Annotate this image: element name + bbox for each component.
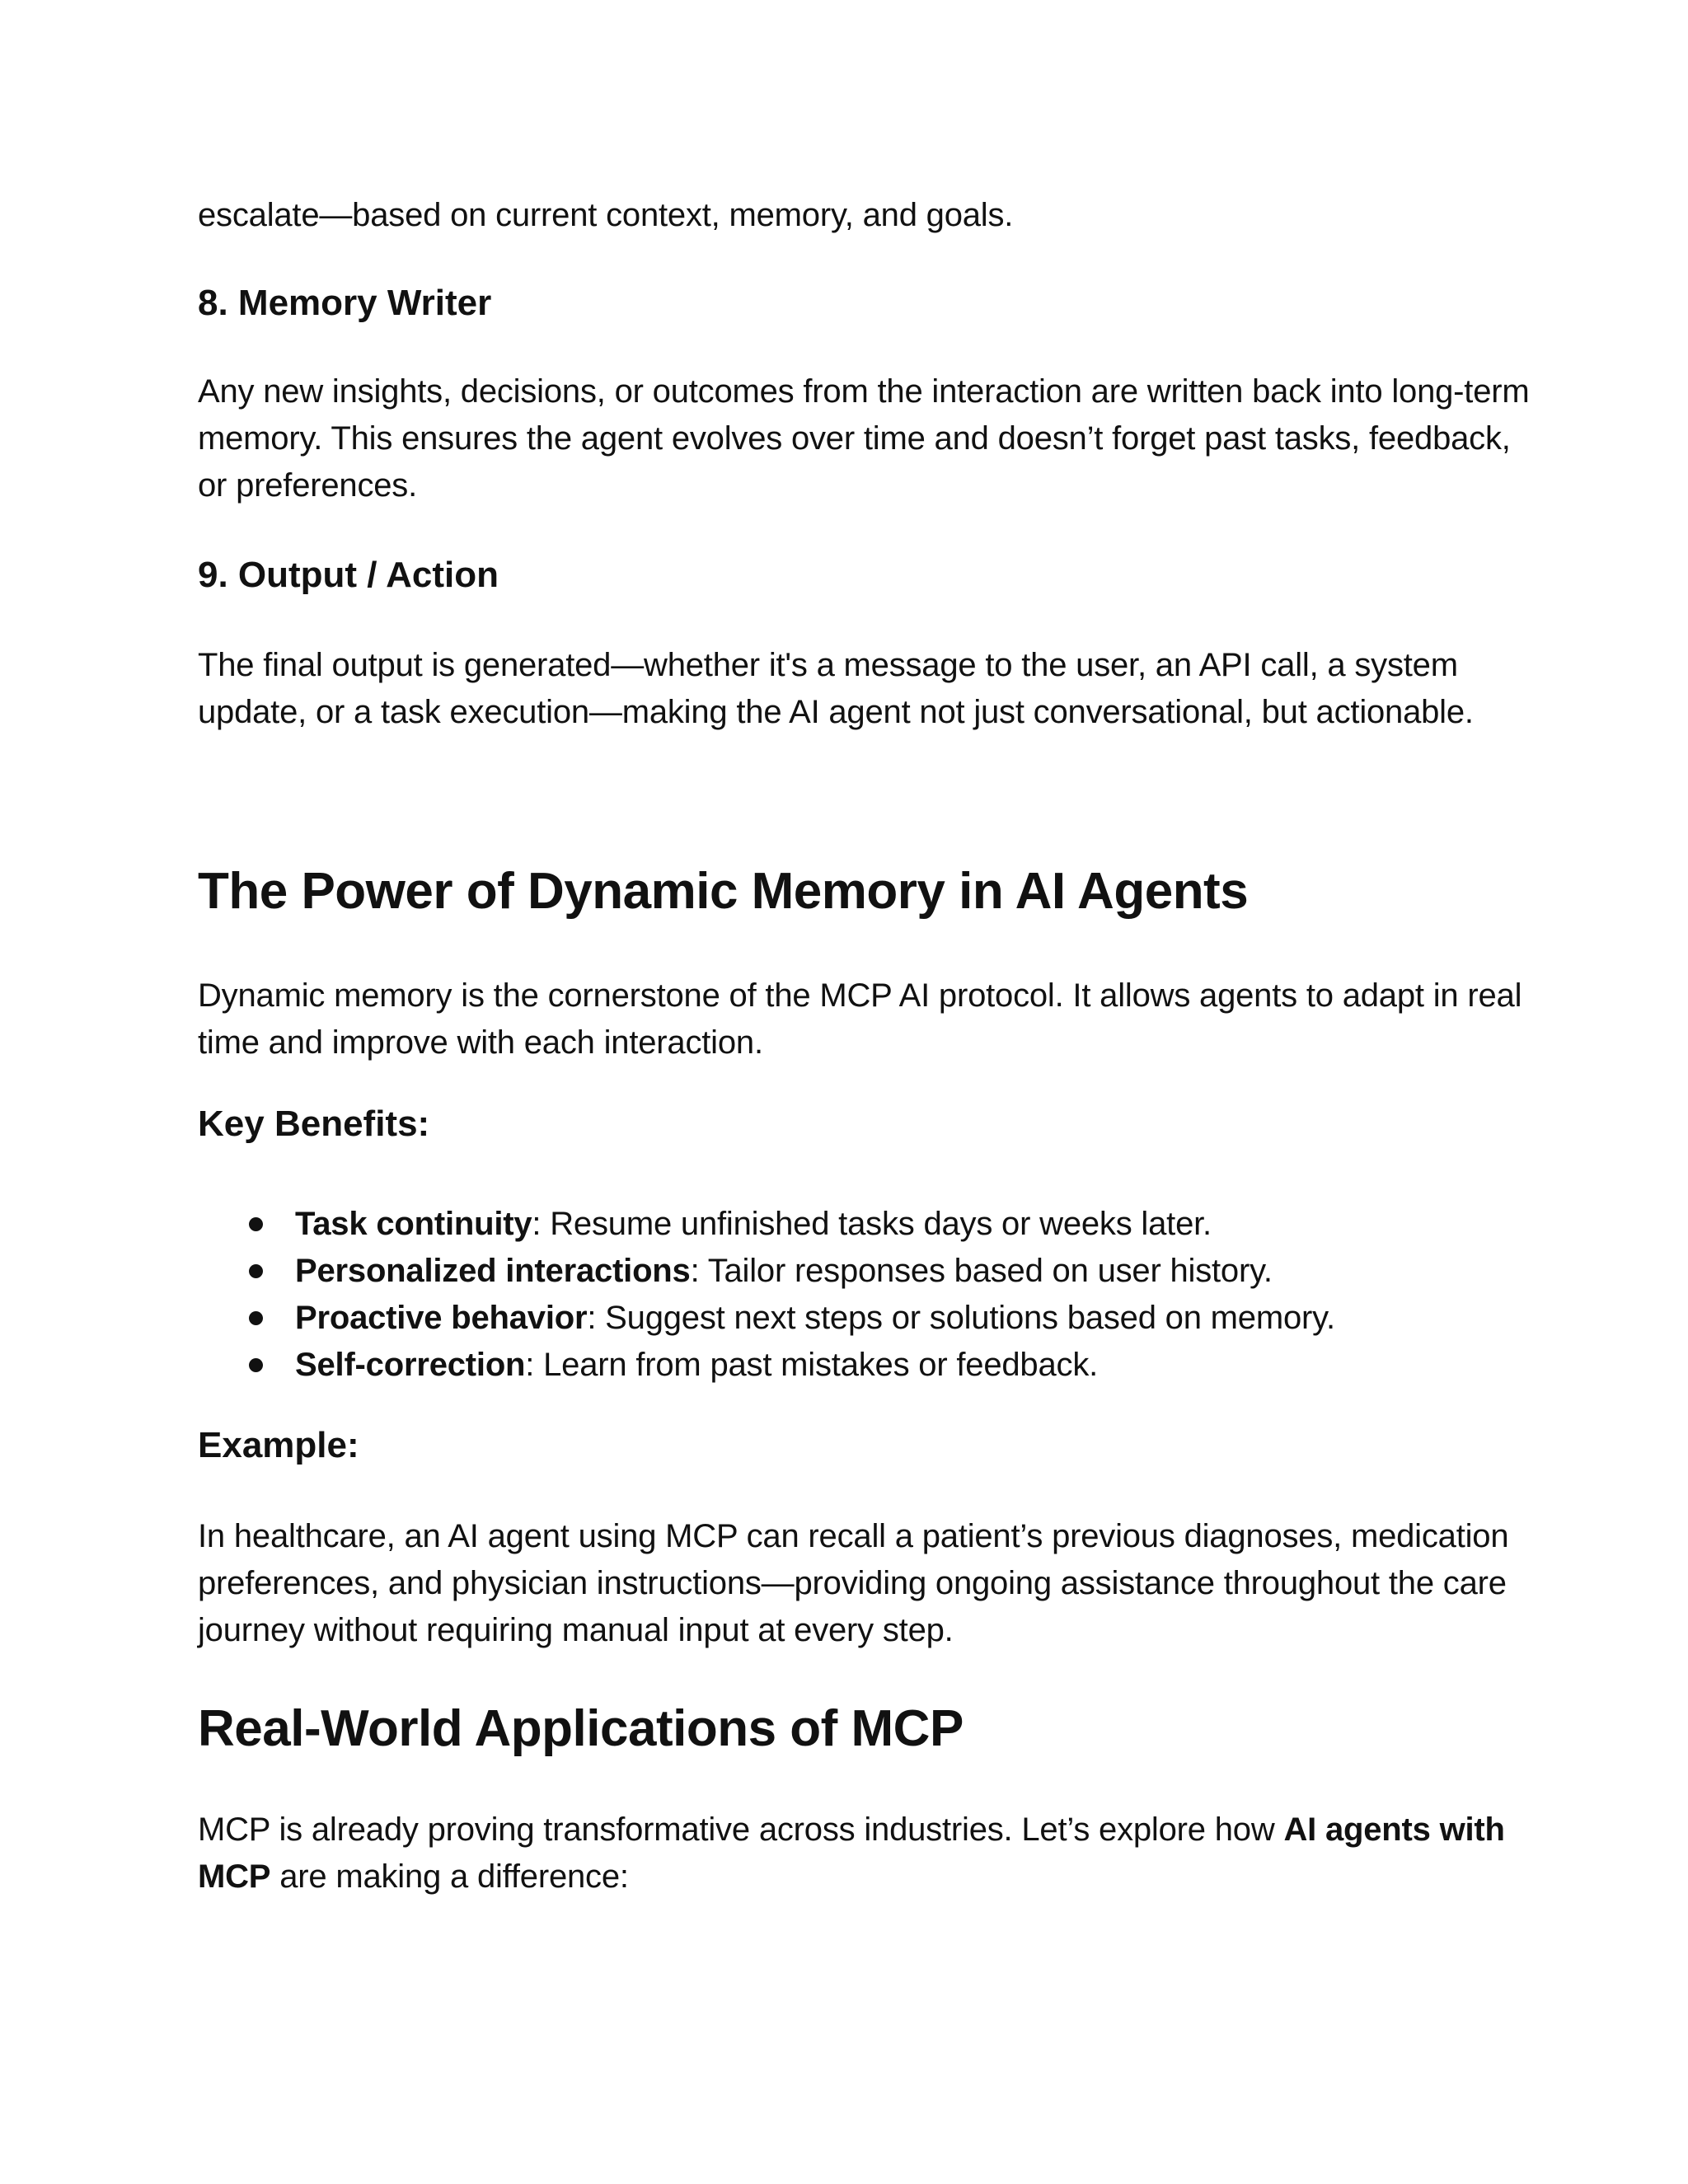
benefit-desc: : Tailor responses based on user history. bbox=[690, 1253, 1273, 1289]
benefit-term: Personalized interactions bbox=[295, 1253, 691, 1289]
list-item bbox=[198, 1201, 1533, 1248]
paragraph-output-action: The final output is generated—whether it's a message to the user, an API call, a system update, or a task execution—making the AI agent not just conversational, but actionable. bbox=[198, 647, 1474, 730]
benefit-term: Self-correction bbox=[295, 1347, 526, 1383]
heading-dynamic-memory: The Power of Dynamic Memory in AI Agents bbox=[198, 863, 1249, 920]
real-world-prefix: MCP is already proving transformative across industries. Let’s explore how bbox=[198, 1811, 1284, 1848]
bullet-icon bbox=[249, 1217, 263, 1231]
benefit-desc: : Learn from past mistakes or feedback. bbox=[525, 1347, 1099, 1383]
paragraph-real-world bbox=[198, 1807, 1533, 1900]
heading-real-world: Real-World Applications of MCP bbox=[198, 1700, 964, 1757]
paragraph-dynamic-memory: Dynamic memory is the cornerstone of the MCP AI protocol. It allows agents to adapt in real time and improve with each interaction. bbox=[198, 977, 1522, 1061]
benefit-term: Proactive behavior bbox=[295, 1300, 588, 1336]
real-world-bold: AI agents with MCP bbox=[198, 1811, 1505, 1895]
intro-fragment: escalate—based on current context, memory, and goals. bbox=[198, 197, 1014, 233]
bullet-icon bbox=[249, 1358, 263, 1372]
heading-memory-writer: 8. Memory Writer bbox=[198, 283, 492, 323]
heading-key-benefits: Key Benefits: bbox=[198, 1104, 430, 1144]
list-item bbox=[198, 1248, 1533, 1295]
real-world-suffix: are making a difference: bbox=[270, 1858, 629, 1895]
list-item bbox=[198, 1295, 1533, 1342]
list-item bbox=[198, 1342, 1533, 1389]
benefits-list bbox=[198, 1201, 1533, 1389]
bullet-icon bbox=[249, 1311, 263, 1325]
paragraph-memory-writer: Any new insights, decisions, or outcomes from the interaction are written back into long-term memory. This ensures the agent evolves over time and doesn’t forget past tasks, feedback, or preferences. bbox=[198, 373, 1530, 504]
paragraph-example: In healthcare, an AI agent using MCP can recall a patient’s previous diagnoses, medication preferences, and physician instructions—providing ongoing assistance throughout the care journey without requiring manual input at every step. bbox=[198, 1518, 1509, 1648]
bullet-icon bbox=[249, 1264, 263, 1278]
benefit-desc: : Suggest next steps or solutions based on memory. bbox=[587, 1300, 1335, 1336]
heading-example: Example: bbox=[198, 1425, 359, 1465]
benefit-term: Task continuity bbox=[295, 1206, 532, 1242]
heading-output-action: 9. Output / Action bbox=[198, 555, 499, 595]
benefit-desc: : Resume unfinished tasks days or weeks later. bbox=[532, 1206, 1212, 1242]
